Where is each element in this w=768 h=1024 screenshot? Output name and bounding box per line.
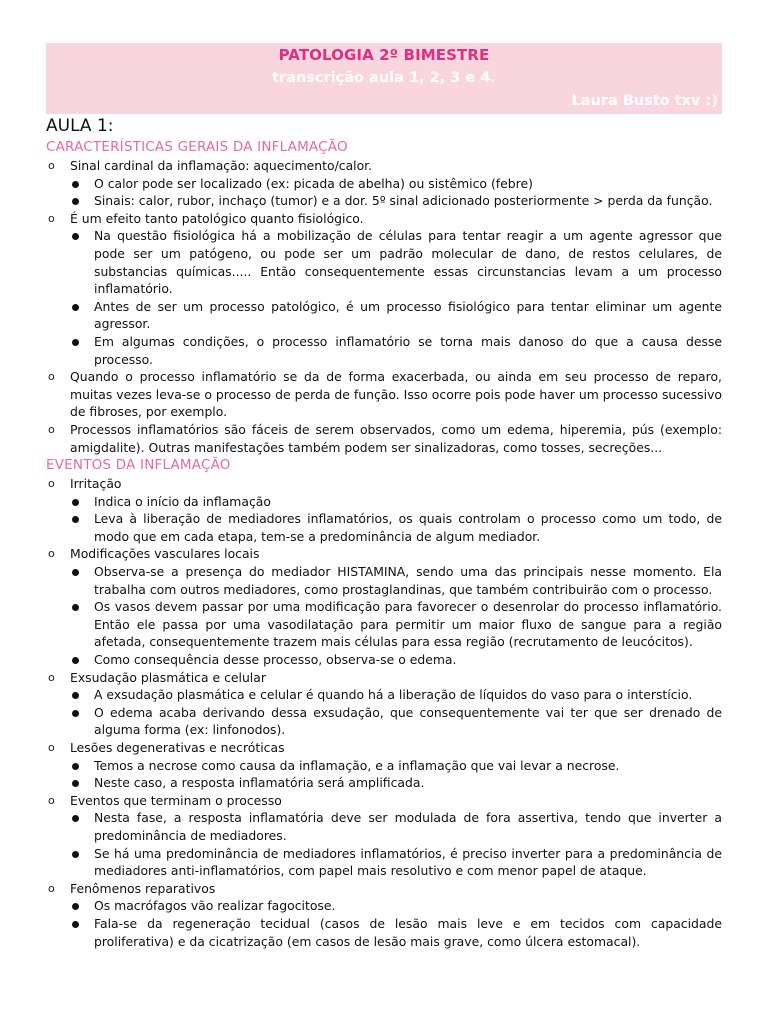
sub-list-item bbox=[70, 774, 722, 792]
list-item bbox=[46, 475, 722, 545]
list-item bbox=[46, 792, 722, 880]
sub-list-item-text: Em algumas condições, o processo inflamatório se torna mais danoso do que a causa desse processo. bbox=[94, 333, 722, 367]
sub-list-item-text: Temos a necrose como causa da inflamação, e a inflamação que vai levar a necrose. bbox=[94, 757, 620, 773]
sub-list-item bbox=[70, 227, 722, 297]
sub-list-item bbox=[70, 192, 722, 210]
list-item-text: Exsudação plasmática e celular bbox=[70, 669, 266, 685]
sub-bullet-list bbox=[70, 897, 722, 950]
sub-bullet-list bbox=[70, 757, 722, 792]
list-item-text: Sinal cardinal da inflamação: aquecimento/calor. bbox=[70, 158, 373, 173]
filled-bullet-icon bbox=[72, 233, 79, 240]
sub-bullet-list bbox=[70, 175, 722, 210]
list-item bbox=[46, 157, 722, 210]
hollow-bullet-icon: o bbox=[48, 741, 55, 754]
list-item bbox=[46, 880, 722, 950]
hollow-bullet-icon: o bbox=[48, 881, 55, 895]
sub-bullet-list bbox=[70, 563, 722, 669]
lesson-title: AULA 1: bbox=[46, 116, 114, 136]
sub-list-item bbox=[70, 563, 722, 598]
sub-list-item-text: Indica o início da inflamação bbox=[94, 493, 271, 509]
sub-list-item-text: Os vasos devem passar por uma modificação para favorecer o desenrolar do processo inflamatório. Então ele passa por uma vasodilatação para permitir um maior fluxo de sangue para a região afetada, consequentemente trazem mais células para essa região (recrutamento de leucócitos). bbox=[94, 599, 722, 650]
sub-bullet-list bbox=[70, 493, 722, 546]
filled-bullet-icon bbox=[72, 692, 79, 699]
sub-list-item bbox=[70, 651, 722, 669]
hollow-bullet-icon: o bbox=[48, 370, 55, 384]
sub-list-item-text: A exsudação plasmática e celular é quando há a liberação de líquidos do vaso para o interstício. bbox=[94, 687, 693, 703]
document-author: Laura Busto txv :) bbox=[571, 93, 718, 109]
list-item-text: Irritação bbox=[70, 476, 122, 492]
sub-list-item-text: Antes de ser um processo patológico, é um processo fisiológico para tentar eliminar um agente agressor. bbox=[94, 298, 722, 332]
list-item bbox=[46, 210, 722, 368]
document-body bbox=[46, 138, 722, 950]
sub-list-item bbox=[70, 897, 722, 915]
filled-bullet-icon bbox=[72, 181, 79, 188]
sub-list-item-text: Se há uma predominância de mediadores inflamatórios, é preciso inverter para a predominância de mediadores anti-inflamatórios, com papel mais resolutivo e com menor papel de ataque. bbox=[94, 845, 722, 879]
sub-list-item-text: Fala-se da regeneração tecidual (casos de lesão mais leve e em tecidos com capacidade proliferativa) e da cicatrização (em casos de lesão mais grave, como úlcera estomacal). bbox=[94, 915, 722, 949]
hollow-bullet-icon: o bbox=[48, 670, 55, 684]
sub-list-item bbox=[70, 757, 722, 775]
sub-list-item bbox=[70, 175, 722, 193]
sub-list-item bbox=[70, 915, 722, 950]
filled-bullet-icon bbox=[72, 851, 79, 858]
sub-list-item-text: Neste caso, a resposta inflamatória será amplificada. bbox=[94, 775, 425, 791]
sub-bullet-list bbox=[70, 227, 722, 368]
hollow-bullet-icon: o bbox=[48, 211, 55, 225]
bullet-list bbox=[46, 475, 722, 950]
sub-list-item bbox=[70, 298, 722, 333]
filled-bullet-icon bbox=[72, 815, 79, 822]
list-item bbox=[46, 368, 722, 421]
list-item-text: Lesões degenerativas e necróticas bbox=[70, 740, 285, 755]
sub-bullet-list bbox=[70, 686, 722, 739]
document-title: PATOLOGIA 2º BIMESTRE bbox=[278, 46, 490, 64]
sub-list-item bbox=[70, 704, 722, 739]
filled-bullet-icon bbox=[72, 604, 79, 611]
list-item bbox=[46, 739, 722, 792]
bullet-list bbox=[46, 157, 722, 456]
filled-bullet-icon bbox=[72, 339, 79, 346]
filled-bullet-icon bbox=[72, 657, 79, 664]
hollow-bullet-icon: o bbox=[48, 477, 55, 491]
hollow-bullet-icon: o bbox=[48, 159, 55, 172]
list-item-text: Eventos que terminam o processo bbox=[70, 792, 282, 808]
sub-list-item bbox=[70, 510, 722, 545]
sub-list-item bbox=[70, 598, 722, 651]
list-item-text: É um efeito tanto patológico quanto fisiológico. bbox=[70, 210, 364, 226]
sub-list-item-text: Os macrófagos vão realizar fagocitose. bbox=[94, 898, 336, 914]
filled-bullet-icon bbox=[72, 516, 79, 523]
filled-bullet-icon bbox=[72, 921, 79, 928]
list-item-text: Quando o processo inflamatório se da de forma exacerbada, ou ainda em seu processo de reparo, muitas vezes leva-se o processo de perda de função. Isso ocorre pois pode haver um processo sucessivo de fibroses, por exemplo. bbox=[70, 369, 722, 420]
filled-bullet-icon bbox=[72, 198, 79, 205]
filled-bullet-icon bbox=[72, 903, 79, 910]
filled-bullet-icon bbox=[72, 304, 79, 311]
list-item bbox=[46, 545, 722, 668]
sub-list-item bbox=[70, 333, 722, 368]
hollow-bullet-icon: o bbox=[48, 422, 55, 436]
list-item-text: Fenômenos reparativos bbox=[70, 880, 216, 896]
sub-list-item bbox=[70, 686, 722, 704]
sub-list-item-text: Observa-se a presença do mediador HISTAMINA, sendo uma das principais nesse momento. Ela trabalha com outros mediadores, como prostaglandinas, que também contribuirão com o processo. bbox=[94, 564, 722, 597]
hollow-bullet-icon: o bbox=[48, 547, 55, 561]
list-item bbox=[46, 421, 722, 456]
filled-bullet-icon bbox=[72, 710, 79, 717]
sub-list-item-text: Nesta fase, a resposta inflamatória deve ser modulada de fora assertiva, tendo que inverter a predominância de mediadores. bbox=[94, 810, 722, 843]
sub-list-item bbox=[70, 845, 722, 880]
list-item-text: Modificações vasculares locais bbox=[70, 546, 260, 562]
section-heading: CARACTERÍSTICAS GERAIS DA INFLAMAÇÃO bbox=[46, 139, 348, 155]
sub-list-item-text: Sinais: calor, rubor, inchaço (tumor) e a dor. 5º sinal adicionado posteriormente > perda da função. bbox=[94, 193, 713, 209]
sub-list-item-text: O calor pode ser localizado (ex: picada de abelha) ou sistêmico (febre) bbox=[94, 175, 533, 191]
filled-bullet-icon bbox=[72, 499, 79, 506]
filled-bullet-icon bbox=[72, 780, 79, 787]
sub-bullet-list bbox=[70, 809, 722, 879]
list-item bbox=[46, 669, 722, 739]
sub-list-item-text: O edema acaba derivando dessa exsudação, que consequentemente vai ter que ser drenado de alguma forma (ex: linfonodos). bbox=[94, 704, 722, 738]
list-item-text: Processos inflamatórios são fáceis de serem observados, como um edema, hiperemia, pús (exemplo: amigdalite). Outras manifestações também podem ser sinalizadoras, como tosses, secreções... bbox=[70, 421, 722, 455]
filled-bullet-icon bbox=[72, 569, 79, 576]
filled-bullet-icon bbox=[72, 763, 79, 770]
sub-list-item-text: Como consequência desse processo, observa-se o edema. bbox=[94, 652, 457, 668]
sub-list-item-text: Na questão fisiológica há a mobilização de células para tentar reagir a um agente agressor que pode ser um patógeno, ou pode ser um padrão molecular de dano, de restos celulares, de substancias químicas..... Então consequentemente essas circunstancias levam a um processo inflamatório. bbox=[94, 228, 722, 297]
section-heading: EVENTOS DA INFLAMAÇÃO bbox=[46, 457, 231, 474]
sub-list-item-text: Leva à liberação de mediadores inflamatórios, os quais controlam o processo como um todo, de modo que em cada etapa, tem-se a predominância de algum mediador. bbox=[94, 511, 722, 544]
sub-list-item bbox=[70, 809, 722, 844]
document-subtitle: transcrição aula 1, 2, 3 e 4. bbox=[272, 70, 496, 86]
hollow-bullet-icon: o bbox=[48, 793, 55, 807]
sub-list-item bbox=[70, 493, 722, 511]
